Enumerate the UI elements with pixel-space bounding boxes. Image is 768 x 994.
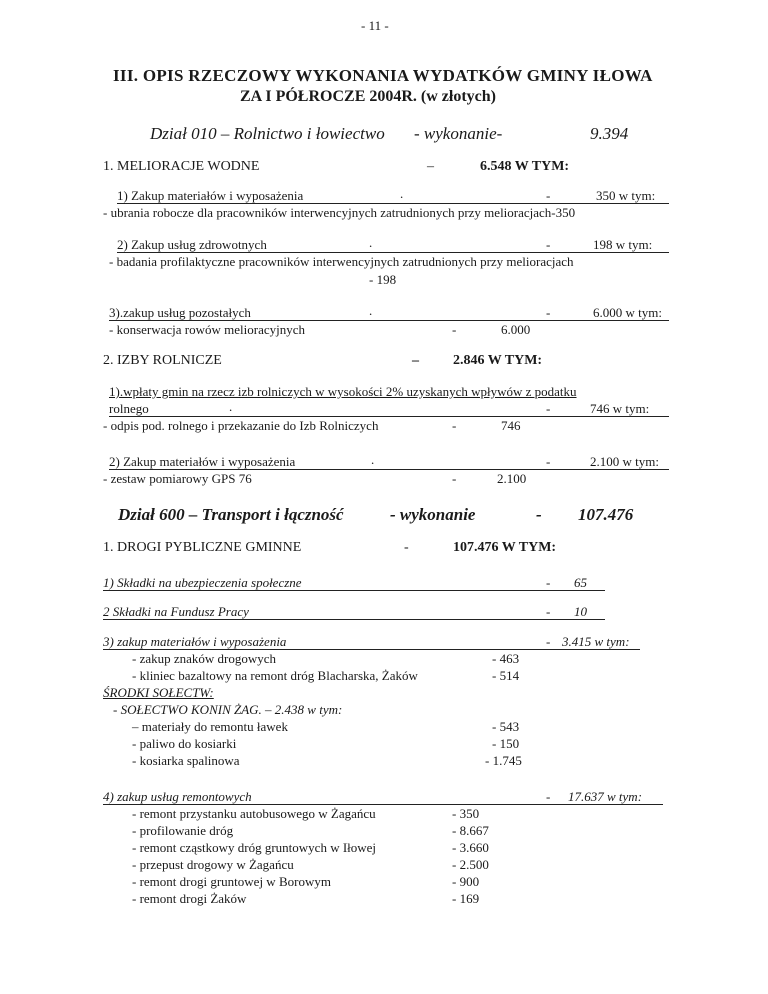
section-drogi-total: 107.476 W TYM:	[453, 540, 557, 555]
dzial-010-name: Dział 010 – Rolnictwo i łowiectwo	[150, 124, 385, 143]
item-label: 1) Zakup materiałów i wyposażenia	[117, 188, 304, 203]
item-amount: 17.637 w tym:	[568, 789, 643, 804]
list-item: - remont cząstkowy dróg gruntowych w Iłowej	[132, 840, 377, 855]
underline	[103, 649, 640, 650]
item-amount: 6.000 w tym:	[593, 305, 662, 320]
item-dot: .	[371, 452, 375, 467]
item-dot: .	[369, 235, 373, 250]
item-description-value: 6.000	[501, 322, 531, 337]
item-dot: .	[400, 186, 404, 201]
item-description-value: 2.100	[497, 471, 527, 486]
item-dash: -	[546, 237, 551, 252]
list-item-value: - 2.500	[452, 857, 489, 872]
item-dot: .	[369, 303, 373, 318]
underline	[103, 804, 663, 805]
list-item-value: - 8.667	[452, 823, 489, 838]
item-description: - zestaw pomiarowy GPS 76	[103, 471, 252, 486]
item-description-dash: -	[452, 471, 457, 486]
list-item-value: - 1.745	[485, 753, 522, 768]
underline	[109, 469, 669, 470]
underline	[117, 203, 669, 204]
item-dash: -	[546, 789, 551, 804]
item-description-dash: -	[452, 322, 457, 337]
item-description: - konserwacja rowów melioracyjnych	[109, 322, 306, 337]
item-amount: 10	[574, 604, 587, 619]
item-description: - badania profilaktyczne pracowników interwencyjnych zatrudnionych przy melioracjach	[109, 254, 574, 269]
list-item: - profilowanie dróg	[132, 823, 234, 838]
item-description: - ubrania robocze dla pracowników interwencyjnych zatrudnionych przy melioracjach-350	[103, 205, 576, 220]
item-label: 3).zakup usług pozostałych	[109, 305, 251, 320]
item-amount: 65	[574, 575, 587, 590]
section-drogi-dash: -	[404, 540, 409, 555]
list-item: - remont drogi gruntowej w Borowym	[132, 874, 331, 889]
dzial-010-exec-label: - wykonanie-	[414, 124, 503, 143]
dzial-600-value: 107.476	[578, 505, 634, 524]
list-item: – materiały do remontu ławek	[132, 719, 288, 734]
page-subtitle: ZA I PÓŁROCZE 2004R. (w złotych)	[240, 88, 496, 105]
srodki-solectw-label: ŚRODKI SOŁECTW:	[103, 685, 214, 700]
item-label: 2) Zakup materiałów i wyposażenia	[109, 454, 296, 469]
item-label: 4) zakup usług remontowych	[103, 789, 252, 804]
section-izby-total: 2.846 W TYM:	[453, 353, 543, 368]
page-title: III. OPIS RZECZOWY WYKONANIA WYDATKÓW GMINY IŁOWA	[113, 66, 653, 85]
list-item: - zakup znaków drogowych	[132, 651, 277, 666]
underline	[103, 590, 605, 591]
list-item-value: - 543	[492, 719, 520, 734]
item-dot: .	[229, 399, 233, 414]
item-description-value: - 198	[369, 272, 397, 287]
item-description: - odpis pod. rolnego i przekazanie do Izb Rolniczych	[103, 418, 379, 433]
item-amount: 2.100 w tym:	[590, 454, 659, 469]
list-item-value: - 900	[452, 874, 480, 889]
dzial-600-exec-label: - wykonanie	[390, 505, 476, 524]
list-item: - remont drogi Żaków	[132, 891, 247, 906]
section-izby-dash: –	[412, 353, 419, 368]
item-dash: -	[546, 454, 551, 469]
item-dash: -	[546, 188, 551, 203]
item-label-continued: rolnego	[109, 401, 149, 416]
item-dash: -	[546, 604, 551, 619]
section-melioracje-total: 6.548 W TYM:	[480, 159, 570, 174]
list-item-value: - 3.660	[452, 840, 489, 855]
item-label: 2) Zakup usług zdrowotnych	[117, 237, 267, 252]
item-label: 1).wpłaty gmin na rzecz izb rolniczych w wysokości 2% uzyskanych wpływów z podatku	[109, 384, 577, 399]
item-label: 1) Składki na ubezpieczenia społeczne	[103, 575, 302, 590]
item-label: 3) zakup materiałów i wyposażenia	[103, 634, 287, 649]
list-item: - paliwo do kosiarki	[132, 736, 237, 751]
item-dash: -	[546, 575, 551, 590]
list-item-value: - 150	[492, 736, 520, 751]
item-amount: 198 w tym:	[593, 237, 653, 252]
underline	[103, 619, 605, 620]
item-dash: -	[546, 634, 551, 649]
item-amount: 3.415 w tym:	[562, 634, 630, 649]
solectwo-label: - SOŁECTWO KONIN ŻAG. – 2.438 w tym:	[113, 702, 343, 717]
list-item: - kliniec bazaltowy na remont dróg Blacharska, Żaków	[132, 668, 418, 683]
underline	[117, 252, 669, 253]
section-drogi-heading: 1. DROGI PYBLICZNE GMINNE	[103, 540, 302, 555]
list-item: - przepust drogowy w Żagańcu	[132, 857, 294, 872]
item-amount: 350 w tym:	[596, 188, 656, 203]
section-melioracje-heading: 1. MELIORACJE WODNE	[103, 159, 260, 174]
dzial-600-name: Dział 600 – Transport i łączność	[118, 505, 344, 524]
underline	[109, 416, 669, 417]
list-item-value: - 169	[452, 891, 480, 906]
list-item: - kosiarka spalinowa	[132, 753, 240, 768]
dzial-600-dash: -	[536, 505, 542, 524]
item-description-value: 746	[501, 418, 521, 433]
list-item: - remont przystanku autobusowego w Żagańcu	[132, 806, 376, 821]
item-amount: 746 w tym:	[590, 401, 650, 416]
item-label: 2 Składki na Fundusz Pracy	[103, 604, 249, 619]
section-melioracje-dash: –	[427, 159, 434, 174]
page-number: - 11 -	[361, 18, 389, 33]
item-description-dash: -	[452, 418, 457, 433]
dzial-010-value: 9.394	[590, 124, 629, 143]
list-item-value: - 514	[492, 668, 520, 683]
list-item-value: - 463	[492, 651, 520, 666]
list-item-value: - 350	[452, 806, 480, 821]
section-izby-heading: 2. IZBY ROLNICZE	[103, 353, 222, 368]
item-dash: -	[546, 305, 551, 320]
item-dash: -	[546, 401, 551, 416]
underline	[109, 320, 669, 321]
